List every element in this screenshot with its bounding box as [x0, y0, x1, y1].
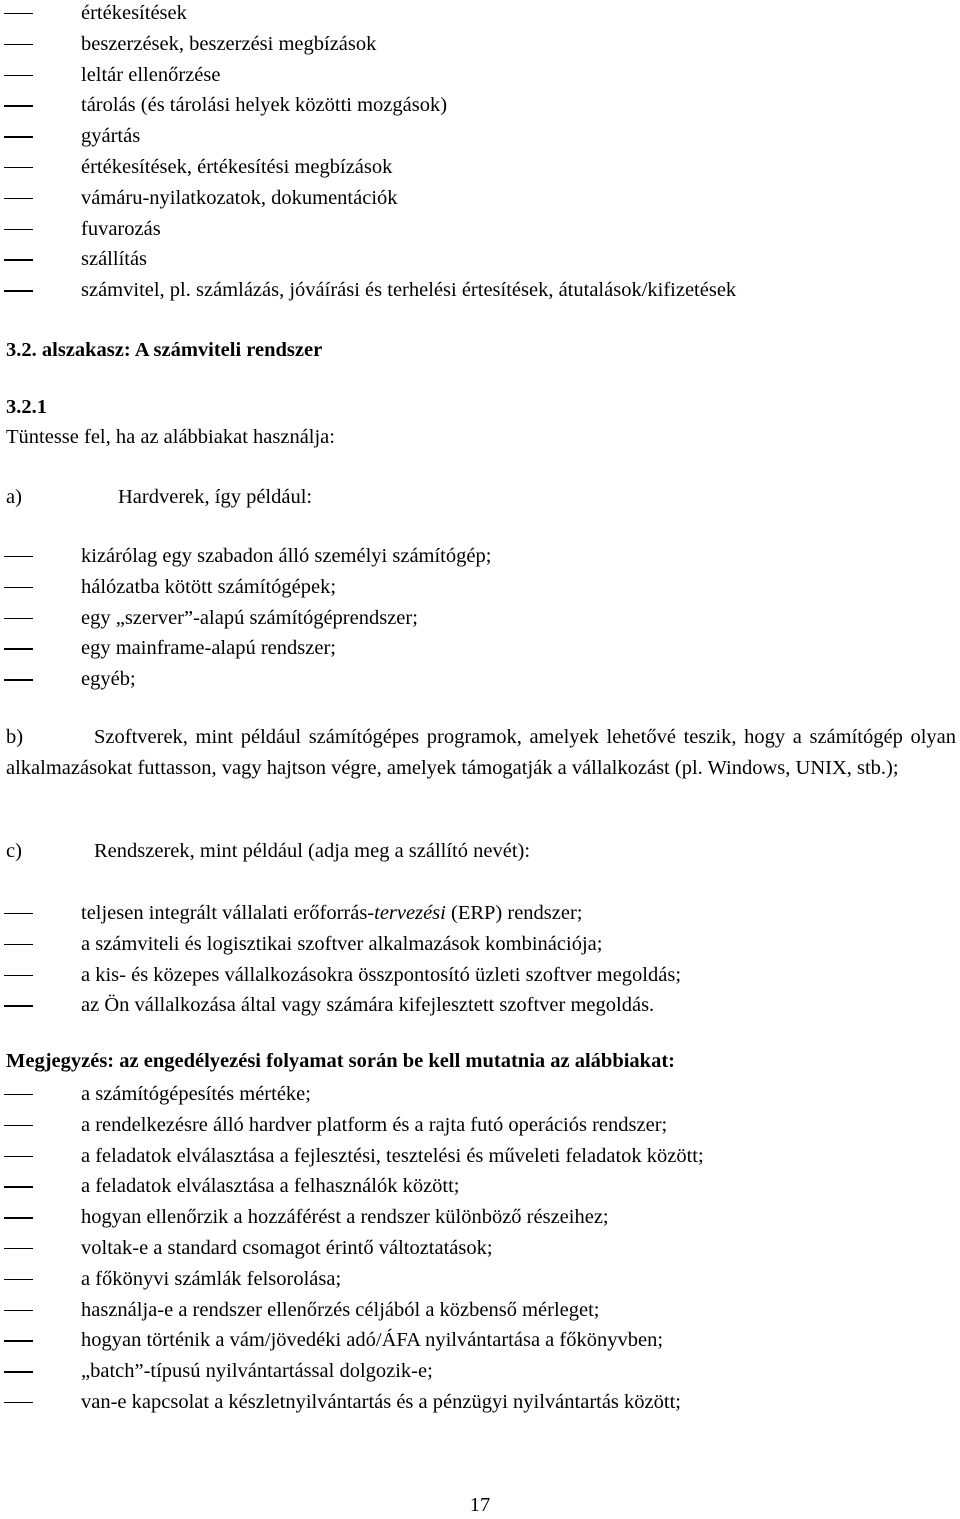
dash-bullet [4, 1125, 33, 1126]
list-item [0, 1233, 704, 1264]
list-item [0, 929, 681, 960]
page-number: 17 [469, 1494, 491, 1516]
list-item-text: egyéb; [81, 668, 136, 691]
dash-bullet [4, 618, 33, 619]
dash-bullet [4, 290, 33, 291]
list-item [0, 603, 491, 634]
list-item-text: vámáru-nyilatkozatok, dokumentációk [81, 186, 398, 209]
list-item [0, 633, 491, 664]
list-item [0, 1202, 704, 1233]
list-item [0, 244, 736, 275]
dash-bullet [4, 1005, 33, 1006]
list-item-text: számvitel, pl. számlázás, jóváírási és terhelési értesítések, átutalások/kifizetések [81, 279, 737, 302]
list-item [0, 183, 736, 214]
list-item-text: (ERP) rendszer; [445, 902, 583, 924]
list-item [0, 572, 491, 603]
dash-bullet [4, 648, 33, 649]
systems-list [0, 898, 681, 1021]
list-item [0, 1079, 704, 1110]
list-item-text: teljesen integrált vállalati erőforrás- [81, 902, 375, 924]
dash-bullet [4, 198, 33, 199]
list-item [0, 60, 736, 91]
list-item-text: a főkönyvi számlák felsorolása; [81, 1267, 342, 1290]
dash-bullet [4, 944, 33, 945]
list-item [0, 121, 736, 152]
list-item [0, 960, 681, 991]
dash-bullet [4, 1248, 33, 1249]
dash-bullet [4, 167, 33, 168]
list-item [0, 898, 681, 929]
list-item [0, 1264, 704, 1295]
list-item [0, 29, 736, 60]
list-item-text: a számviteli és logisztikai szoftver alkalmazások kombinációja; [81, 932, 603, 955]
item-b-text: Szoftverek, mint például számítógépes programok, amelyek lehetővé teszik, hogy a számítógép olyan alkalmazásokat futtasson, vagy hajtson végre, amelyek támogatják a vállalkozást (pl. Windows, UNIX, stb.); [6, 726, 956, 779]
dash-bullet [4, 105, 33, 106]
dash-bullet [4, 1186, 33, 1187]
dash-bullet [4, 1279, 33, 1280]
list-item-text: az Ön vállalkozása által vagy számára kifejlesztett szoftver megoldás. [81, 994, 655, 1017]
list-item [0, 152, 736, 183]
list-item [0, 1295, 704, 1326]
list-item-text: fuvarozás [81, 217, 161, 240]
list-item [0, 1387, 704, 1418]
item-a-label: a) [6, 486, 22, 508]
list-item-text: „batch”-típusú nyilvántartással dolgozik-e; [81, 1360, 433, 1383]
dash-bullet [4, 1371, 33, 1372]
dash-bullet [4, 1094, 33, 1095]
item-c [6, 840, 530, 863]
dash-bullet [4, 259, 33, 260]
list-item-text: egy „szerver”-alapú számítógéprendszer; [81, 606, 418, 629]
item-a [6, 486, 312, 509]
business-activities-list [0, 0, 736, 306]
list-item [0, 664, 491, 695]
list-item-text: leltár ellenőrzése [81, 63, 221, 86]
list-item-text: hogyan történik a vám/jövedéki adó/ÁFA nyilvántartása a főkönyvben; [81, 1329, 664, 1352]
list-item-text: beszerzések, beszerzési megbízások [81, 32, 377, 55]
section-heading: 3.2. alszakasz: A számviteli rendszer [6, 339, 323, 361]
list-item-text: a rendelkezésre álló hardver platform és a rajta futó operációs rendszer; [81, 1113, 668, 1136]
dash-bullet [4, 44, 33, 45]
list-item-text: a számítógépesítés mértéke; [81, 1083, 311, 1105]
dash-bullet [4, 229, 33, 230]
list-item [0, 214, 736, 245]
list-item-text: gyártás [81, 125, 141, 148]
item-a-text: Hardverek, így például: [118, 486, 313, 508]
item-c-text: Rendszerek, mint például (adja meg a szállító nevét): [94, 840, 531, 862]
list-item-text: van-e kapcsolat a készletnyilvántartás és a pénzügyi nyilvántartás között; [81, 1390, 681, 1413]
list-item-text: a kis- és közepes vállalkozásokra összpontosító üzleti szoftver megoldás; [81, 963, 682, 986]
list-item-text: a feladatok elválasztása a felhasználók között; [81, 1175, 460, 1198]
dash-bullet [4, 679, 33, 680]
list-item-text: hálózatba kötött számítógépek; [81, 575, 337, 598]
dash-bullet [4, 587, 33, 588]
dash-bullet [4, 913, 33, 914]
dash-bullet [4, 975, 33, 976]
list-item-text: a feladatok elválasztása a fejlesztési, tesztelési és műveleti feladatok között; [81, 1144, 704, 1167]
note-heading: Megjegyzés: az engedélyezési folyamat során be kell mutatnia az alábbiakat: [6, 1050, 675, 1072]
hardware-list [0, 541, 491, 695]
dash-bullet [4, 1402, 33, 1403]
list-item [0, 1325, 704, 1356]
list-item [0, 1141, 704, 1172]
list-item-text: értékesítések, értékesítési megbízások [81, 155, 393, 178]
list-item-italic-text: tervezési [374, 902, 446, 924]
dash-bullet [4, 1310, 33, 1311]
list-item-text: tárolás (és tárolási helyek közötti mozgások) [81, 94, 448, 117]
dash-bullet [4, 556, 33, 557]
list-item-text: hogyan ellenőrzik a hozzáférést a rendszer különböző részeihez; [81, 1206, 609, 1229]
note-list [0, 1079, 704, 1418]
list-item-text: értékesítések [81, 2, 187, 24]
item-c-label: c) [6, 840, 22, 862]
dash-bullet [4, 13, 33, 14]
list-item-text: kizárólag egy szabadon álló személyi számítógép; [81, 545, 492, 567]
list-item-text: szállítás [81, 248, 148, 271]
dash-bullet [4, 1156, 33, 1157]
list-item-text: voltak-e a standard csomagot érintő változtatások; [81, 1236, 493, 1259]
list-item-text: egy mainframe-alapú rendszer; [81, 637, 336, 660]
list-item [0, 275, 736, 306]
dash-bullet [4, 136, 33, 137]
list-item [0, 1171, 704, 1202]
list-item-text: használja-e a rendszer ellenőrzés céljából a közbenső mérleget; [81, 1298, 600, 1321]
list-item [0, 541, 491, 572]
list-item [0, 1356, 704, 1387]
item-b [6, 722, 956, 783]
dash-bullet [4, 1217, 33, 1218]
list-item [0, 0, 736, 29]
item-b-label: b) [6, 726, 24, 748]
list-item [0, 90, 736, 121]
dash-bullet [4, 75, 33, 76]
instruction-text: Tüntesse fel, ha az alábbiakat használja: [6, 426, 335, 448]
dash-bullet [4, 1340, 33, 1341]
list-item [0, 990, 681, 1021]
subsection-number: 3.2.1 [6, 396, 47, 418]
list-item [0, 1110, 704, 1141]
